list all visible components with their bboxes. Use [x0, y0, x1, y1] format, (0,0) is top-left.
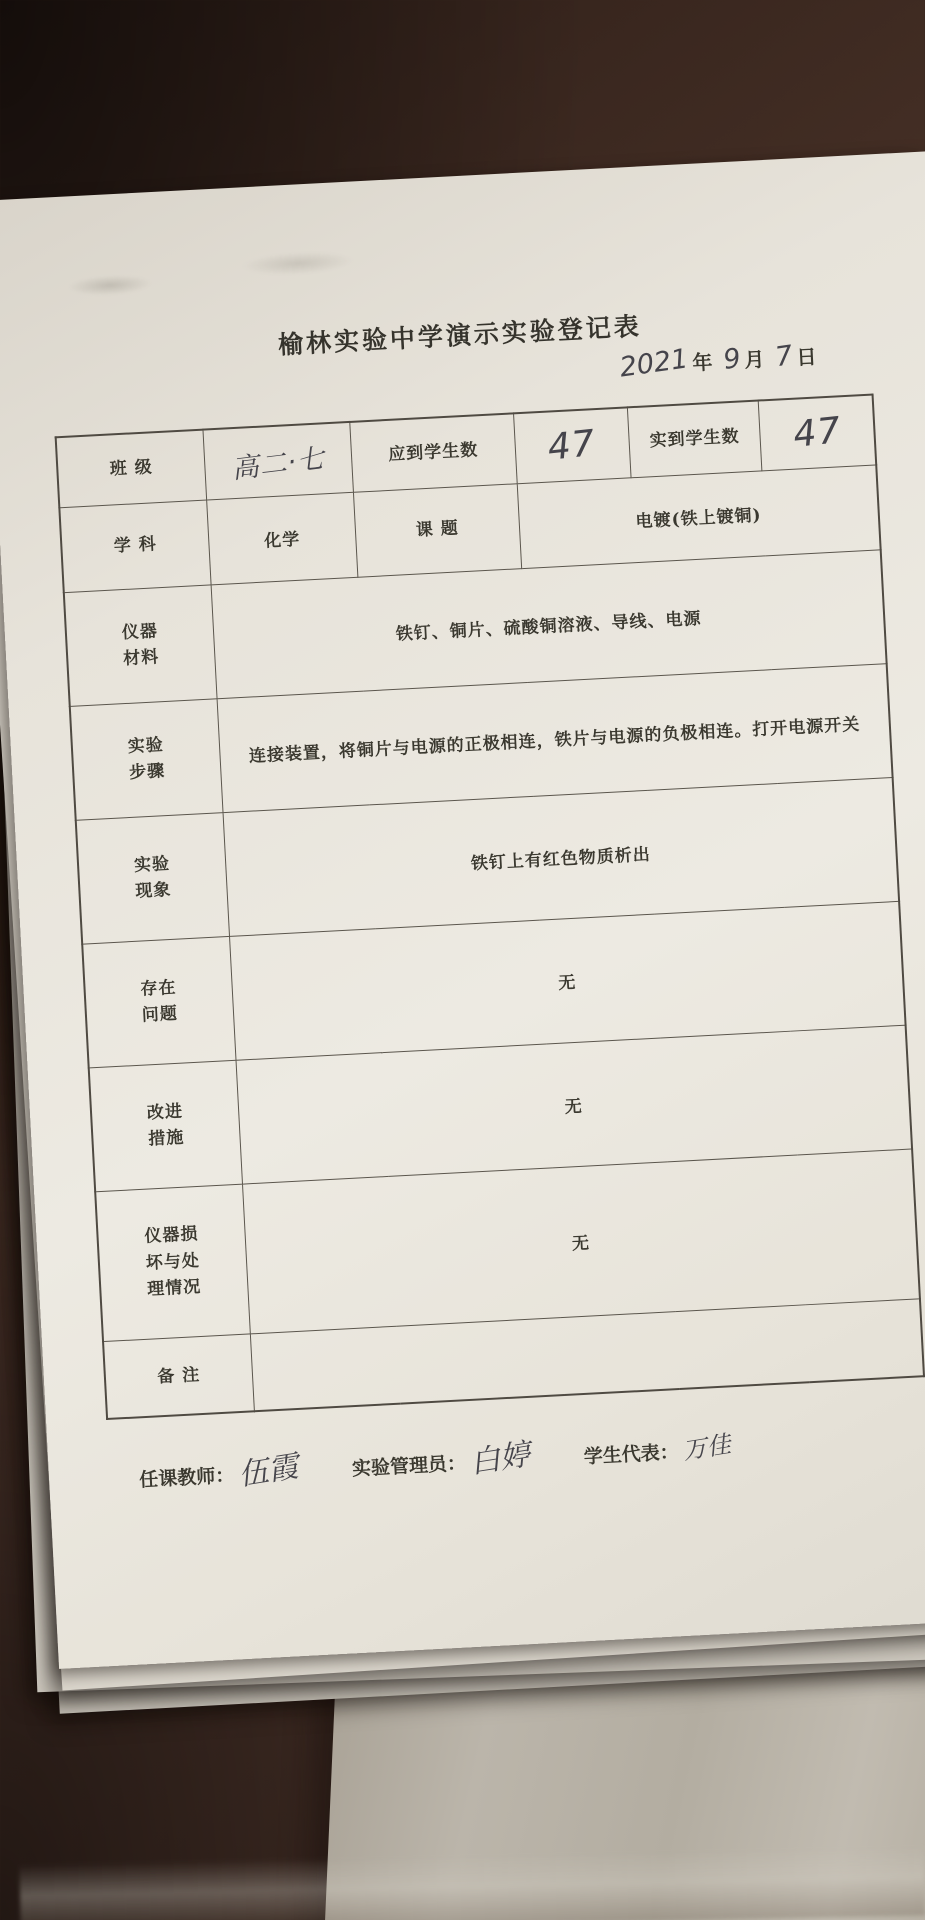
- damage-value-cell: 无: [242, 1149, 920, 1334]
- date-day-label: 日: [795, 344, 818, 370]
- teacher-signature-group: [138, 1450, 339, 1496]
- student-signature-handwritten: 万佳: [680, 1429, 733, 1465]
- topic-value-cell: 电镀(铁上镀铜): [517, 464, 881, 568]
- steps-label-cell: 实验 步骤: [70, 698, 223, 820]
- improvements-label-cell: 改进 措施: [89, 1060, 243, 1192]
- date-month-handwritten: 9: [721, 342, 743, 376]
- fabric-fold-highlight: [19, 1846, 925, 1920]
- subject-label-cell: 学 科: [59, 500, 210, 593]
- phenomena-value-cell: 铁钉上有红色物质析出: [223, 777, 899, 936]
- improvements-value-cell: 无: [236, 1025, 912, 1184]
- materials-label-cell: 仪器 材料: [64, 584, 217, 706]
- date-year-handwritten: 2021: [617, 343, 691, 384]
- steps-value-cell: 连接装置，将铜片与电源的正极相连，铁片与电源的负极相连。打开电源开关: [217, 663, 893, 812]
- materials-value-cell: 铁钉、铜片、硫酸铜溶液、导线、电源: [211, 549, 887, 698]
- student-signature-group: [583, 1429, 751, 1469]
- topic-label-cell: 课 题: [353, 483, 521, 576]
- teacher-label: 任课教师：: [138, 1463, 235, 1491]
- actual-students-label-cell: 实到学生数: [627, 401, 761, 478]
- manager-signature-group: [351, 1438, 571, 1485]
- date-month-label: 月: [743, 347, 766, 373]
- problems-label-cell: 存在 问题: [82, 936, 236, 1068]
- class-value-handwritten: 高二·七: [230, 442, 327, 486]
- student-label: 学生代表：: [583, 1440, 680, 1468]
- class-label-cell: 班 级: [56, 430, 207, 508]
- actual-students-handwritten: 47: [791, 409, 843, 456]
- manager-signature-handwritten: 白婷: [467, 1436, 533, 1481]
- expected-students-label-cell: 应到学生数: [350, 413, 517, 491]
- class-value-cell: [203, 422, 354, 500]
- registration-table: [55, 393, 925, 1420]
- phenomena-label-cell: 实验 现象: [76, 812, 230, 944]
- damage-label-cell: 仪器损 坏与处 理情况: [95, 1184, 250, 1342]
- subject-value-cell: 化学: [206, 492, 357, 585]
- signature-line: [138, 1419, 925, 1496]
- remarks-label-cell: 备 注: [103, 1333, 254, 1419]
- actual-students-value-cell: [758, 395, 876, 471]
- expected-students-value-cell: [513, 407, 631, 483]
- problems-value-cell: 无: [229, 901, 905, 1060]
- date-year-label: 年: [691, 349, 713, 375]
- form-title: 榆林实验中学演示实验登记表: [277, 311, 643, 360]
- date-day-handwritten: 7: [773, 340, 795, 374]
- teacher-signature-handwritten: 伍霞: [236, 1449, 301, 1494]
- registration-form-paper: [0, 151, 925, 1669]
- manager-label: 实验管理员：: [351, 1451, 467, 1480]
- expected-students-handwritten: 47: [546, 422, 599, 469]
